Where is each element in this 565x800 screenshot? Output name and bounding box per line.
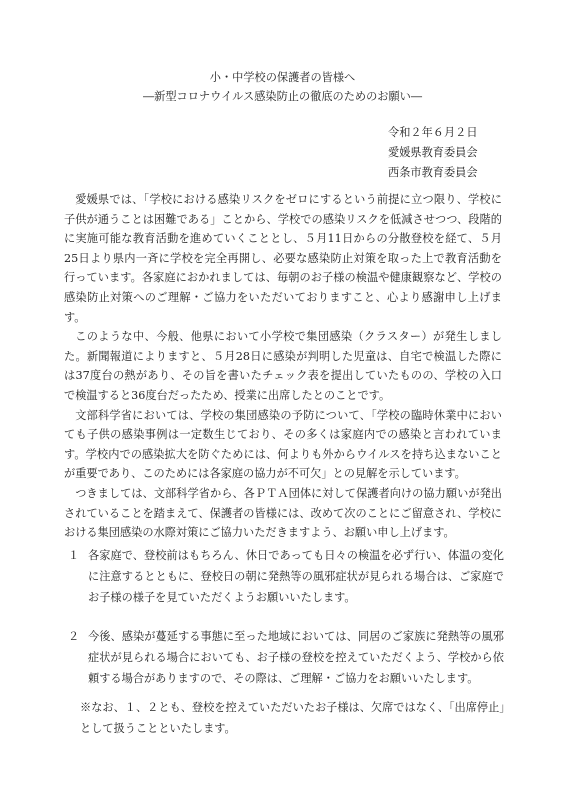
document-subtitle: ―新型コロナウイルス感染防止の徹底のためのお願い― [142,90,423,103]
sender-block [388,123,478,183]
issuer-prefecture-board: 愛媛県教育委員会 [388,146,478,159]
request-item [64,545,504,608]
request-item-number: １ [68,549,80,562]
request-item-number: ２ [68,630,80,643]
request-item-text: 今後、感染が蔓延する事態に至った地域においては、同居のご家族に発熱等の風邪症状が見られる場合においても、お子様の登校を控えていただくよう、学校から依頼する場合がありますので、その際は、ご理解・ご協力をお願いいたします。 [88,630,504,685]
request-item-text: 各家庭で、登校前はもちろん、休日であっても日々の検温を必ず行い、体温の変化に注意するとともに、登校日の朝に発熱等の風邪症状が見られる場合は、ご家庭でお子様の様子を見ていただくようお願いいたします。 [88,549,504,604]
document-title: 小・中学校の保護者の皆様へ [209,71,356,84]
attendance-note [80,697,508,739]
body-paragraph: このような中、今般、他県において小学校で集団感染（クラスター）が発生しました。新聞報道によりますと、５月28日に感染が判明した児童は、自宅で検温した際には37度台の熱があり、その旨を書いたチェック表を提出していたものの、学校の入口で検温すると36度台だったため、授業に出席したとのことです。 [64,330,502,402]
body-paragraph: 文部科学省においては、学校の集団感染の予防について、「学校の臨時休業中においても子供の感染事例は一定数生じており、その多くは家庭内での感染と言われています。学校内での感染拡大を防ぐためには、何よりも外からウイルスを持ち込まないことが重要であり、このためには各家庭の協力が不可欠」との見解を示しています。 [64,408,502,481]
request-item [64,626,504,689]
issuer-city-board: 西条市教育委員会 [388,166,478,179]
attendance-note-text: ※なお、１、２とも、登校を控えていただいたお子様は、欠席ではなく、「出席停止」として扱うことといたします。 [80,701,505,735]
issue-date: 令和２年６月２日 [388,126,478,139]
body-paragraph: 愛媛県では、「学校における感染リスクをゼロにするという前提に立つ限り、学校に子供が通うことは困難である」ことから、学校での感染リスクを低減させつつ、段階的に実施可能な教育活動を進めていくこととし、５月11日からの分散登校を経て、５月25日より県内一斉に学校を完全再開し、必要な感染防止対策を取った上で教育活動を行っています。各家庭におかれましては、毎朝のお子様の検温や健康観察など、学校の感染防止対策へのご理解・ご協力をいただいておりますこと、心より感謝申し上げます。 [64,193,502,324]
body-text [64,190,502,543]
body-paragraph: つきましては、文部科学省から、各ＰＴＡ団体に対して保護者向けの協力願いが発出されていることを踏まえて、保護者の皆様には、改めて次のことにご留意され、学校における集団感染の水際対策にご協力いただきますよう、お願い申し上げます。 [64,486,502,540]
